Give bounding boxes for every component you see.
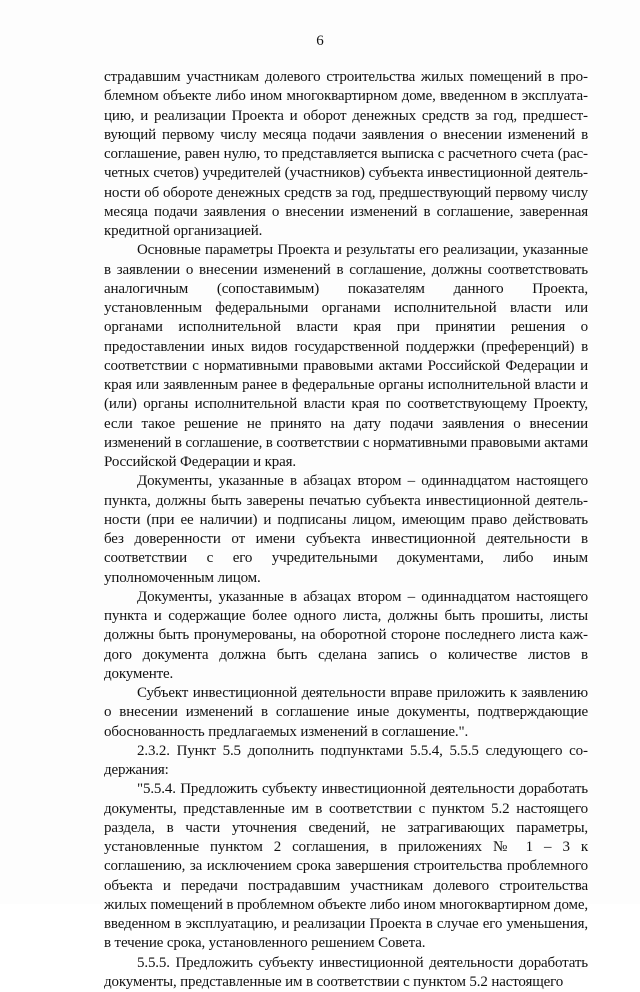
paragraph-additional-documents: Субъект инвестиционной деятельности вправе приложить к заявлению о внесении изменений в соглашение иные документы, подтверждающие обоснованность предлагаемых изменений в соглашение.". bbox=[104, 684, 588, 742]
paragraph-clause-2-3-2: 2.3.2. Пункт 5.5 дополнить подпунктами 5.5.4, 5.5.5 следующего содержания: bbox=[104, 742, 588, 781]
paragraph-clause-5-5-4: "5.5.4. Предложить субъекту инвестиционной деятельности доработать документы, представленные им в соответствии с пунктом 5.2 настоящего раздела, в части уточнения сведений, не затрагивающих параметры, установленные пунктом 2 соглашения, в приложениях № 1 – 3 к соглашению, за исключением срока завершения строительства проблемного объекта и передачи пострадавшим участникам долевого строительства жилых помещений в проблемном объекте либо ином многоквартирном доме, введенном в эксплуатацию, и реализации Проекта в случае его уменьшения, в течение срока, установленного решением Совета. bbox=[104, 780, 588, 953]
paragraph-clause-5-5-5: 5.5.5. Предложить субъекту инвестиционной деятельности доработать документы, представленные им в соответствии с пунктом 5.2 настоящего bbox=[104, 954, 588, 992]
document-body bbox=[104, 68, 588, 992]
paragraph-project-parameters: Основные параметры Проекта и результаты его реализации, указанные в заявлении о внесении изменений в соглашение, должны соответствовать аналогичным (сопоставимым) показателям данного Проекта, установленным федеральными органами исполнительной власти или органами исполнительной власти края при принятии решения о предоставлении иных видов государственной поддержки (преференций) в соответствии с нормативными правовыми актами Российской Федерации и края или заявленным ранее в федеральные органы исполнительной власти и (или) органы исполнительной власти края по соответствующему Проекту, если такое решение не принято на дату подачи заявления о внесении изменений в соглашение, в соответствии с нормативными правовыми актами Российской Федерации и края. bbox=[104, 241, 588, 472]
paragraph-documents-certified: Документы, указанные в абзацах втором – одиннадцатом настоящего пункта, должны быть заверены печатью субъекта инвестиционной деятельности (при ее наличии) и подписаны лицом, имеющим право действовать без доверенности от имени субъекта инвестиционной деятельности в соответствии с его учредительными документами, либо иным уполномоченным лицом. bbox=[104, 472, 588, 588]
paragraph-continuation: страдавшим участникам долевого строительства жилых помещений в проблемном объекте либо ином многоквартирном доме, введенном в эксплуатацию, и реализации Проекта и оборот денежных средств за год, предшествующий первому числу месяца подачи заявления о внесении изменений в соглашение, равен нулю, то представляется выписка с расчетного счета (расчетных счетов) учредителей (участников) субъекта инвестиционной деятельности об обороте денежных средств за год, предшествующий первому числу месяца подачи заявления о внесении изменений в соглашение, заверенная кредитной организацией. bbox=[104, 68, 588, 241]
paragraph-documents-bound: Документы, указанные в абзацах втором – одиннадцатом настоящего пункта и содержащие более одного листа, должны быть прошиты, листы должны быть пронумерованы, на оборотной стороне последнего листа каждого документа должна быть сделана запись о количестве листов в документе. bbox=[104, 588, 588, 684]
page-number: 6 bbox=[0, 32, 640, 50]
